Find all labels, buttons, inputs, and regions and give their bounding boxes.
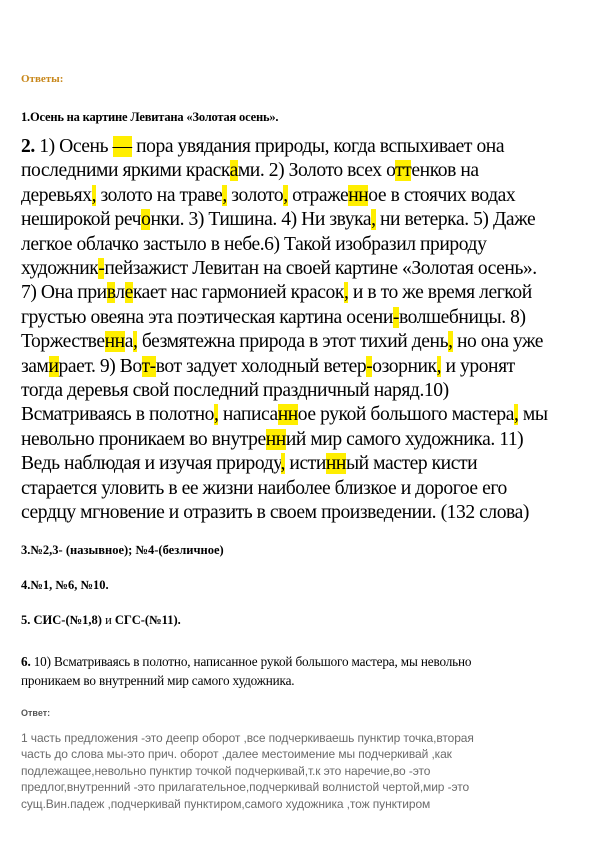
text-fragment: волшебницы. 8) (398, 306, 526, 328)
text-fragment: неширокой реч (21, 209, 142, 231)
item2-line (21, 159, 581, 183)
text-fragment: ое рукой большого мастера (297, 404, 514, 426)
text-fragment: старается уловить в ее жизни наиболее близкое и дорогое его (21, 477, 507, 499)
item2-line (21, 403, 581, 427)
text-fragment: художник (21, 258, 99, 280)
answers-heading: Ответы: (21, 73, 64, 85)
item2-line (21, 477, 581, 501)
highlighted-fragment: нн (104, 331, 125, 353)
highlighted-fragment: тт (395, 160, 412, 182)
highlighted-fragment: нн (325, 453, 346, 475)
text-fragment: а (124, 331, 133, 353)
answer-item-5 (21, 613, 581, 628)
item2-line (21, 330, 581, 354)
highlighted-fragment: а (229, 160, 238, 182)
text-fragment: и уронят (441, 355, 515, 377)
item2-number: 2. (21, 136, 35, 157)
highlighted-fragment: , (213, 404, 219, 426)
text-fragment: Ведь наблюдая и изучая природу (21, 453, 281, 475)
text-fragment: но она уже (452, 331, 544, 353)
item6-number: 6. (21, 654, 31, 669)
answer-line: 1 часть предложения -это деепр оборот ,все подчеркиваешь пунктир точка,вторая (21, 731, 474, 745)
item2-text (21, 135, 581, 526)
highlighted-fragment: - (98, 258, 105, 280)
highlighted-fragment: е (124, 282, 133, 304)
item2-line (21, 233, 581, 257)
text-fragment: Торжестве (21, 331, 105, 353)
highlighted-fragment: , (222, 184, 227, 206)
item2-line (21, 135, 581, 159)
text-fragment: и в то же время легкой (348, 282, 532, 304)
text-fragment: Всматриваясь в полотно (21, 404, 214, 426)
highlighted-fragment: , (280, 453, 285, 475)
highlighted-fragment: — (112, 136, 132, 157)
text-fragment: 7) Она при (21, 282, 107, 304)
item2-line (21, 306, 581, 330)
text-fragment: безмятежна природа в этот тихий день (137, 331, 449, 353)
text-fragment: легкое облачко застыло в небе.6) Такой изобразил природу (21, 233, 487, 255)
item5-joiner: и (101, 613, 115, 627)
text-fragment: грустью овеяна эта поэтическая картина осени (21, 306, 393, 328)
highlighted-fragment: , (343, 282, 349, 304)
answer-item-2 (21, 135, 581, 526)
text-fragment: ий мир самого художника. 11) (285, 428, 524, 450)
item2-line (21, 281, 581, 305)
item2-line (21, 257, 581, 281)
text-fragment: зам (21, 355, 49, 377)
text-fragment: озорник (372, 355, 437, 377)
answer-label: Ответ: (21, 708, 51, 718)
answer-item-6 (21, 652, 581, 690)
item2-line (21, 208, 581, 232)
highlighted-fragment: , (436, 355, 442, 377)
text-fragment: пора увядания природы, когда вспыхивает она (131, 136, 505, 157)
text-fragment: кает нас гармонией красок (132, 282, 344, 304)
highlighted-fragment: нн (277, 404, 298, 426)
highlighted-fragment: - (366, 355, 373, 377)
highlighted-fragment: в (106, 282, 116, 304)
item5-sgs: СГС-(№11). (114, 613, 181, 627)
item2-line (21, 428, 581, 452)
highlighted-fragment: и (48, 355, 59, 377)
highlighted-fragment: т- (141, 355, 156, 377)
answer-line: часть до слова мы-это прич. оборот ,далее местоимение мы подчеркивай ,как (21, 747, 452, 762)
text-fragment: отраже (287, 184, 349, 206)
text-fragment: написа (218, 404, 278, 426)
answer-line: подлежащее,невольно пунктир точкой подчеркивай,т.к это наречие,во -это (21, 763, 431, 778)
answer-item-1: 1.Осень на картине Левитана «Золотая осень». (21, 110, 279, 124)
text-fragment: вот задует холодный ветер (155, 355, 367, 377)
highlighted-fragment: нн (348, 184, 369, 206)
highlighted-fragment: нн (265, 428, 286, 450)
item6-line2: проникаем во внутренний мир самого художника. (21, 673, 295, 688)
text-fragment: исти (284, 453, 326, 475)
text-fragment: последними яркими краск (21, 160, 230, 182)
item5-sis: 5. СИС-(№1,8) (21, 613, 102, 627)
text-fragment: ый мастер кисти (345, 453, 478, 475)
text-fragment: 1) Осень (34, 136, 113, 157)
answer-item-3: 3.№2,3- (назывное); №4-(безличное) (21, 543, 224, 557)
answer-text (21, 730, 586, 812)
text-fragment: нки. 3) Тишина. 4) Ни звука (150, 209, 372, 231)
text-fragment: невольно проникаем во внутре (21, 428, 266, 450)
text-fragment: деревьях (21, 184, 92, 206)
text-fragment: пейзажист Левитан на своей картине «Золотая осень». (104, 258, 537, 280)
answer-line: сущ.Вин.падеж ,подчеркивай пунктиром,самого художника ,тож пунктиром (21, 796, 431, 811)
highlighted-fragment: , (513, 404, 519, 426)
text-fragment: мы (518, 404, 548, 426)
item6-line1: 10) Всматриваясь в полотно, написанное рукой большого мастера, мы невольно (30, 654, 472, 669)
highlighted-fragment: о (141, 209, 151, 231)
text-fragment: енков на (411, 160, 479, 182)
text-fragment: рает. 9) Во (58, 355, 142, 377)
item2-line (21, 501, 581, 525)
item2-line (21, 355, 581, 379)
text-fragment: ое в стоячих водах (368, 184, 516, 206)
text-fragment: л (115, 282, 125, 304)
highlighted-fragment: , (371, 209, 376, 231)
text-fragment: золото на траве (96, 184, 223, 206)
highlighted-fragment: , (283, 184, 288, 206)
text-fragment: ни ветерка. 5) Даже (375, 209, 536, 231)
highlighted-fragment: , (448, 331, 453, 353)
answer-item-4: 4.№1, №6, №10. (21, 578, 109, 592)
text-fragment: тогда деревья свой последний праздничный наряд.10) (21, 380, 449, 402)
answer-line: предлог,внутренний -это прилагательное,подчеркивай волнистой чертой,мир -это (21, 780, 470, 795)
highlighted-fragment: , (91, 184, 97, 206)
text-fragment: ми. 2) Золото всех о (237, 160, 396, 182)
text-fragment: сердцу мгновение и отразить в своем произведении. (132 слова) (21, 502, 529, 524)
item2-line (21, 184, 581, 208)
item2-line (21, 379, 581, 403)
highlighted-fragment: - (392, 306, 399, 328)
item2-line (21, 452, 581, 476)
highlighted-fragment: , (132, 331, 138, 353)
text-fragment: золото (226, 184, 284, 206)
